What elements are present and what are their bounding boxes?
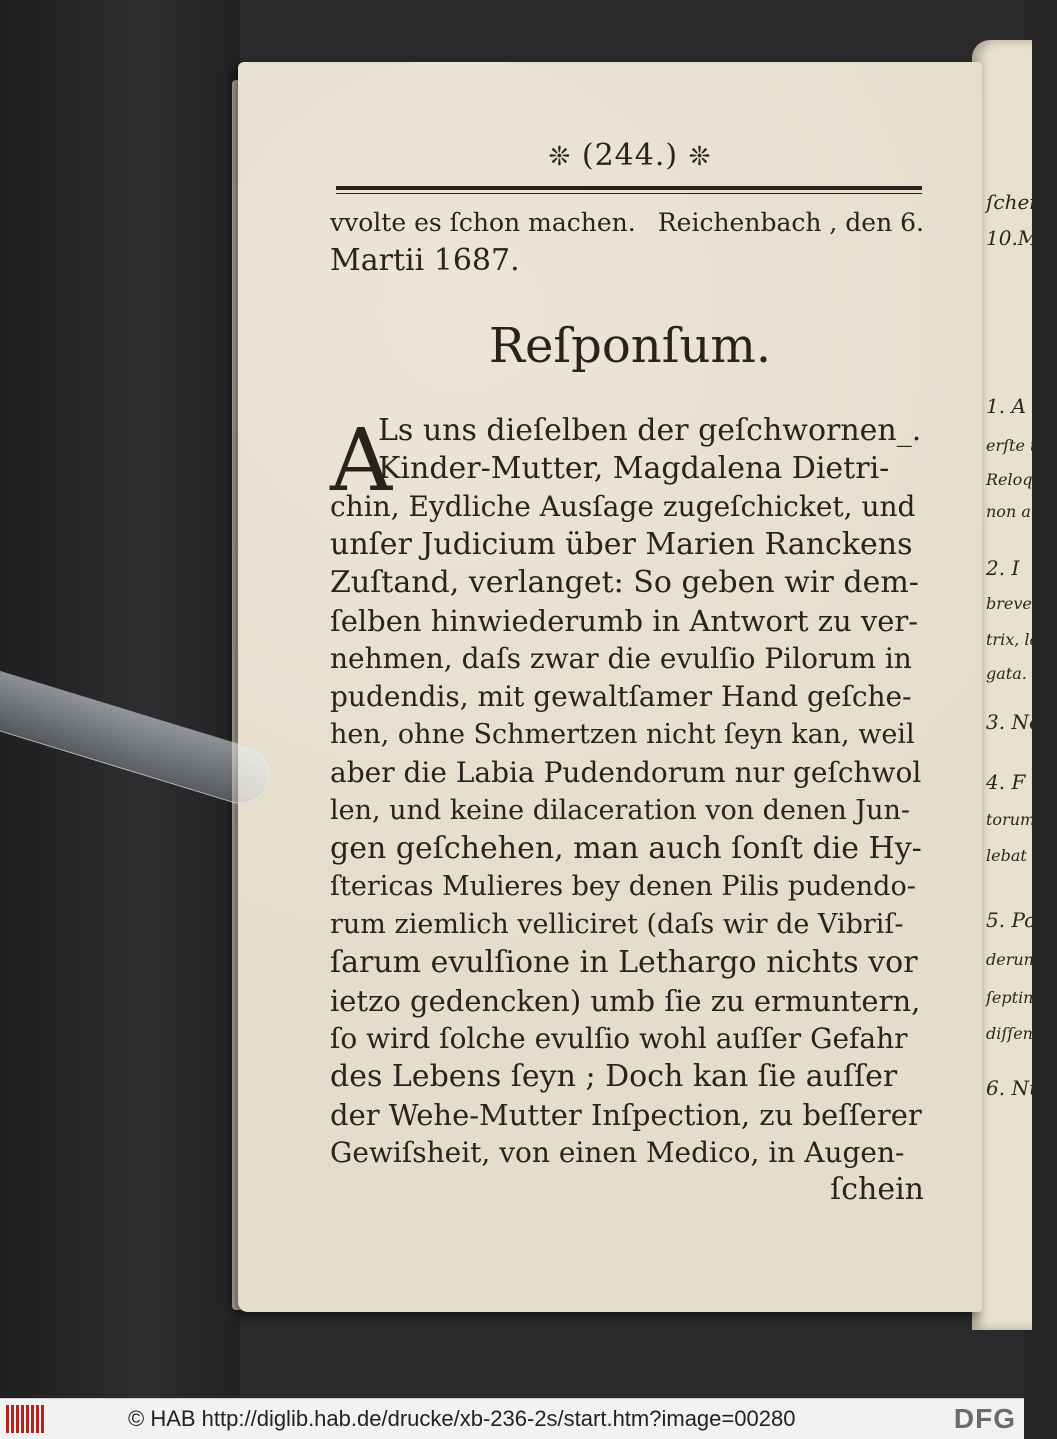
text-line: ſo wird ſolche evulſio wohl auſſer Gefahr: [330, 1022, 908, 1055]
next-page-fragment: 4. F: [986, 770, 1026, 794]
next-page-fragment: ſeptinan: [986, 988, 1054, 1007]
text-line: rum ziemlich velliciret (daſs wir de Vibriſ-: [330, 909, 904, 940]
next-page-fragment: 3. Ne: [986, 710, 1041, 734]
text-line: hen, ohne Schmertzen nicht ſeyn kan, weil: [330, 719, 915, 750]
text-line: ietzo gedencken) umb ſie zu ermuntern,: [330, 984, 921, 1018]
text-line: len, und keine dilaceration von denen Jun-: [330, 795, 911, 826]
next-page-fragment: derunt i: [986, 950, 1051, 969]
drop-capital: A: [330, 411, 393, 511]
text-line: [330, 204, 924, 242]
text-line: des Lebens ſeyn ; Doch kan ſie auſſer: [330, 1059, 898, 1094]
next-page-fragment: gata.: [986, 664, 1027, 683]
hab-logo-icon: [6, 1405, 50, 1433]
flower-ornament-icon: ❊: [548, 142, 572, 172]
next-page-fragment: torum,: [986, 810, 1041, 829]
text-line: ſarum evulſione in Lethargo nichts vor: [330, 945, 918, 980]
next-page-fragment: diſſenſis,: [986, 1024, 1057, 1043]
text-line: chin, Eydliche Ausſage zugeſchicket, und: [330, 490, 916, 523]
next-page-fragment: non au: [986, 502, 1042, 521]
next-page-fragment: erſte ta: [986, 436, 1046, 455]
text-fragment: Reichenbach , den 6.: [657, 208, 924, 237]
dfg-logo: DFG: [953, 1403, 1016, 1434]
text-line: Ls uns dieſelben der geſchwornen_.: [378, 413, 922, 448]
next-page-fragment: 10.M: [986, 226, 1039, 250]
next-page-fragment: 2. I: [986, 556, 1020, 580]
flower-ornament-icon: ❊: [688, 142, 712, 172]
text-line: Kinder-Mutter, Magdalena Dietri-: [378, 451, 890, 486]
next-page-fragment: trix, la: [986, 630, 1040, 649]
next-page-fragment: lebat ex: [986, 846, 1051, 865]
header-rule-thin: [336, 193, 922, 194]
next-page-fragment: breve: [986, 594, 1032, 613]
text-line: Gewiſsheit, von einen Medico, in Augen-: [330, 1136, 905, 1169]
header-rule: [336, 186, 922, 190]
text-line: nehmen, daſs zwar die evulſio Pilorum in: [330, 642, 912, 675]
text-line: Martii 1687.: [330, 243, 520, 278]
next-page-fragment: 5. Po: [986, 908, 1037, 932]
text-line: gen geſchehen, man auch ſonſt die Hy-: [330, 831, 922, 866]
next-page-fragment: Reloqu: [986, 470, 1043, 489]
next-page-fragment: ſchein: [986, 190, 1049, 214]
next-page-fragment: 1. A: [986, 394, 1026, 418]
text-line: unſer Judicium über Marien Ranckens: [330, 527, 913, 562]
viewer-footer: [0, 1398, 1024, 1439]
page-number: (244.): [581, 138, 679, 173]
page-header: [330, 138, 930, 173]
text-line: ſelben hinwiederumb in Antwort zu ver-: [330, 604, 919, 638]
text-line: pudendis, mit gewaltſamer Hand geſche-: [330, 680, 912, 713]
text-line: ſtericas Mulieres bey denen Pilis pudendo-: [330, 871, 916, 902]
catchword: ſchein: [830, 1172, 924, 1207]
text-line: der Wehe-Mutter Inſpection, zu beſſerer: [330, 1098, 922, 1132]
section-title: Reſponſum.: [488, 318, 772, 374]
source-url[interactable]: © HAB http://diglib.hab.de/drucke/xb-236-2s/start.htm?image=00280: [128, 1406, 796, 1431]
text-line: aber die Labia Pudendorum nur geſchwol: [330, 756, 922, 789]
text-line: Zuſtand, verlanget: So geben wir dem-: [330, 565, 919, 600]
text-fragment: vvolte es ſchon machen.: [330, 208, 636, 237]
next-page-fragment: 6. Nu: [986, 1076, 1042, 1100]
